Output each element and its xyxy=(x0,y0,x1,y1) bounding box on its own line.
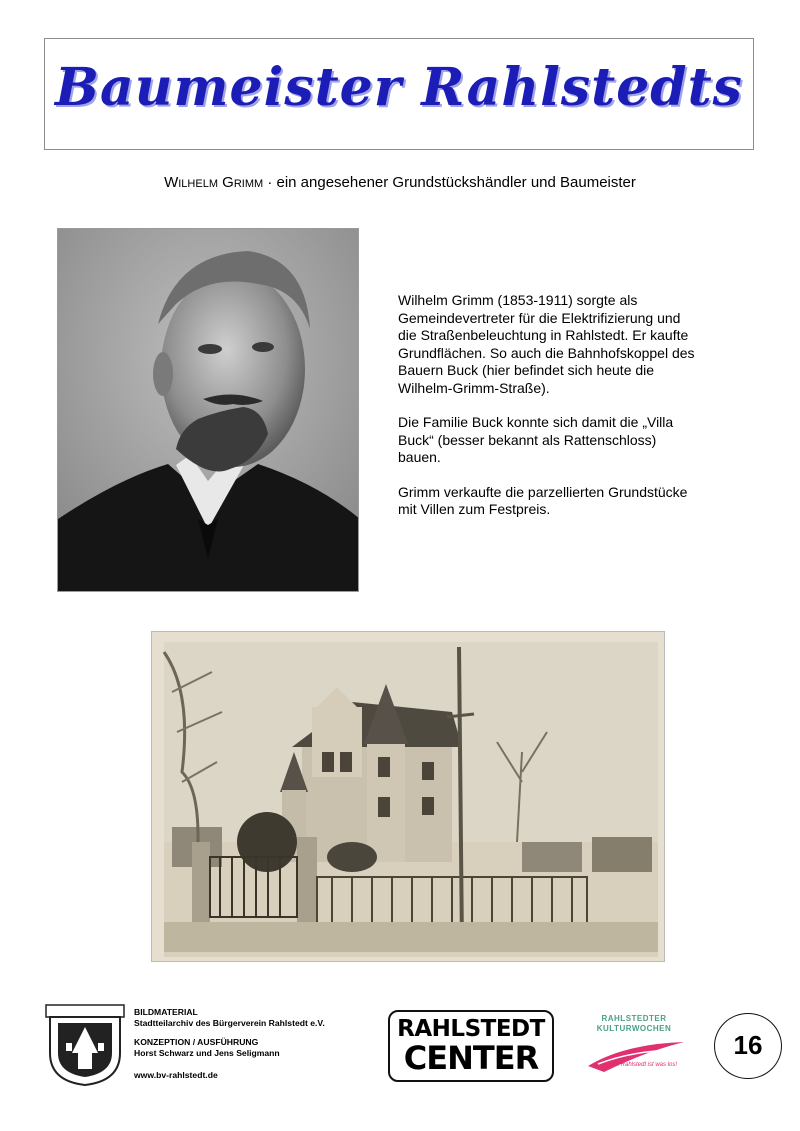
kulturwochen-logo xyxy=(584,1012,699,1078)
portrait-image xyxy=(58,229,359,592)
emblem-logo xyxy=(42,1003,128,1087)
page-number: 16 xyxy=(714,1013,782,1079)
rahlstedt-center-logo xyxy=(388,1010,554,1082)
subtitle-last-name: Grimm xyxy=(222,174,264,191)
biography-text xyxy=(398,292,698,536)
title-box xyxy=(44,38,754,150)
subtitle-rest: · ein angesehener Grundstückshändler und Baumeister xyxy=(263,174,636,191)
villa-photo xyxy=(151,631,665,962)
konzeption-text: Horst Schwarz und Jens Seligmann xyxy=(134,1048,280,1058)
biography-paragraph: Wilhelm Grimm (1853-1911) sorgte als Gemeindevertreter für die Elektrifizierung und die Straßenbeleuchtung in Rahlstedt. Er kaufte Grundflächen. So auch die Bahnhofskoppel des Bauern Buck (hier befindet sich heute die Wilhelm-Grimm-Straße). xyxy=(398,292,695,396)
center-logo-line2: CENTER xyxy=(403,1039,539,1077)
center-logo-line1: RAHLSTEDT xyxy=(397,1016,545,1042)
portrait-photo xyxy=(57,228,359,592)
bildmaterial-text: Stadtteilarchiv des Bürgerverein Rahlstedt e.V. xyxy=(134,1018,325,1028)
subtitle-first-name: Wilhelm xyxy=(164,174,218,191)
bildmaterial-label: BILDMATERIAL xyxy=(134,1007,198,1017)
website-link[interactable]: www.bv-rahlstedt.de xyxy=(134,1070,218,1080)
konzeption-label: KONZEPTION / AUSFÜHRUNG xyxy=(134,1037,259,1047)
biography-paragraph: Die Familie Buck konnte sich damit die „Villa Buck“ (besser bekannt als Rattenschloss) bauen. xyxy=(398,414,674,465)
villa-image xyxy=(152,632,665,962)
kultur-line1: RAHLSTEDTER xyxy=(601,1014,667,1023)
poster-title: Baumeister Rahlstedts xyxy=(55,57,743,118)
kultur-tagline: In Rahlstedt ist was los! xyxy=(614,1062,678,1068)
buergerverein-emblem xyxy=(42,1003,128,1087)
credits xyxy=(134,1007,384,1081)
kultur-line2: KULTURWOCHEN xyxy=(596,1024,672,1033)
subtitle xyxy=(0,174,800,191)
biography-paragraph: Grimm verkaufte die parzellierten Grundstücke mit Villen zum Festpreis. xyxy=(398,483,688,517)
kultur-swoosh-icon xyxy=(584,1034,699,1074)
